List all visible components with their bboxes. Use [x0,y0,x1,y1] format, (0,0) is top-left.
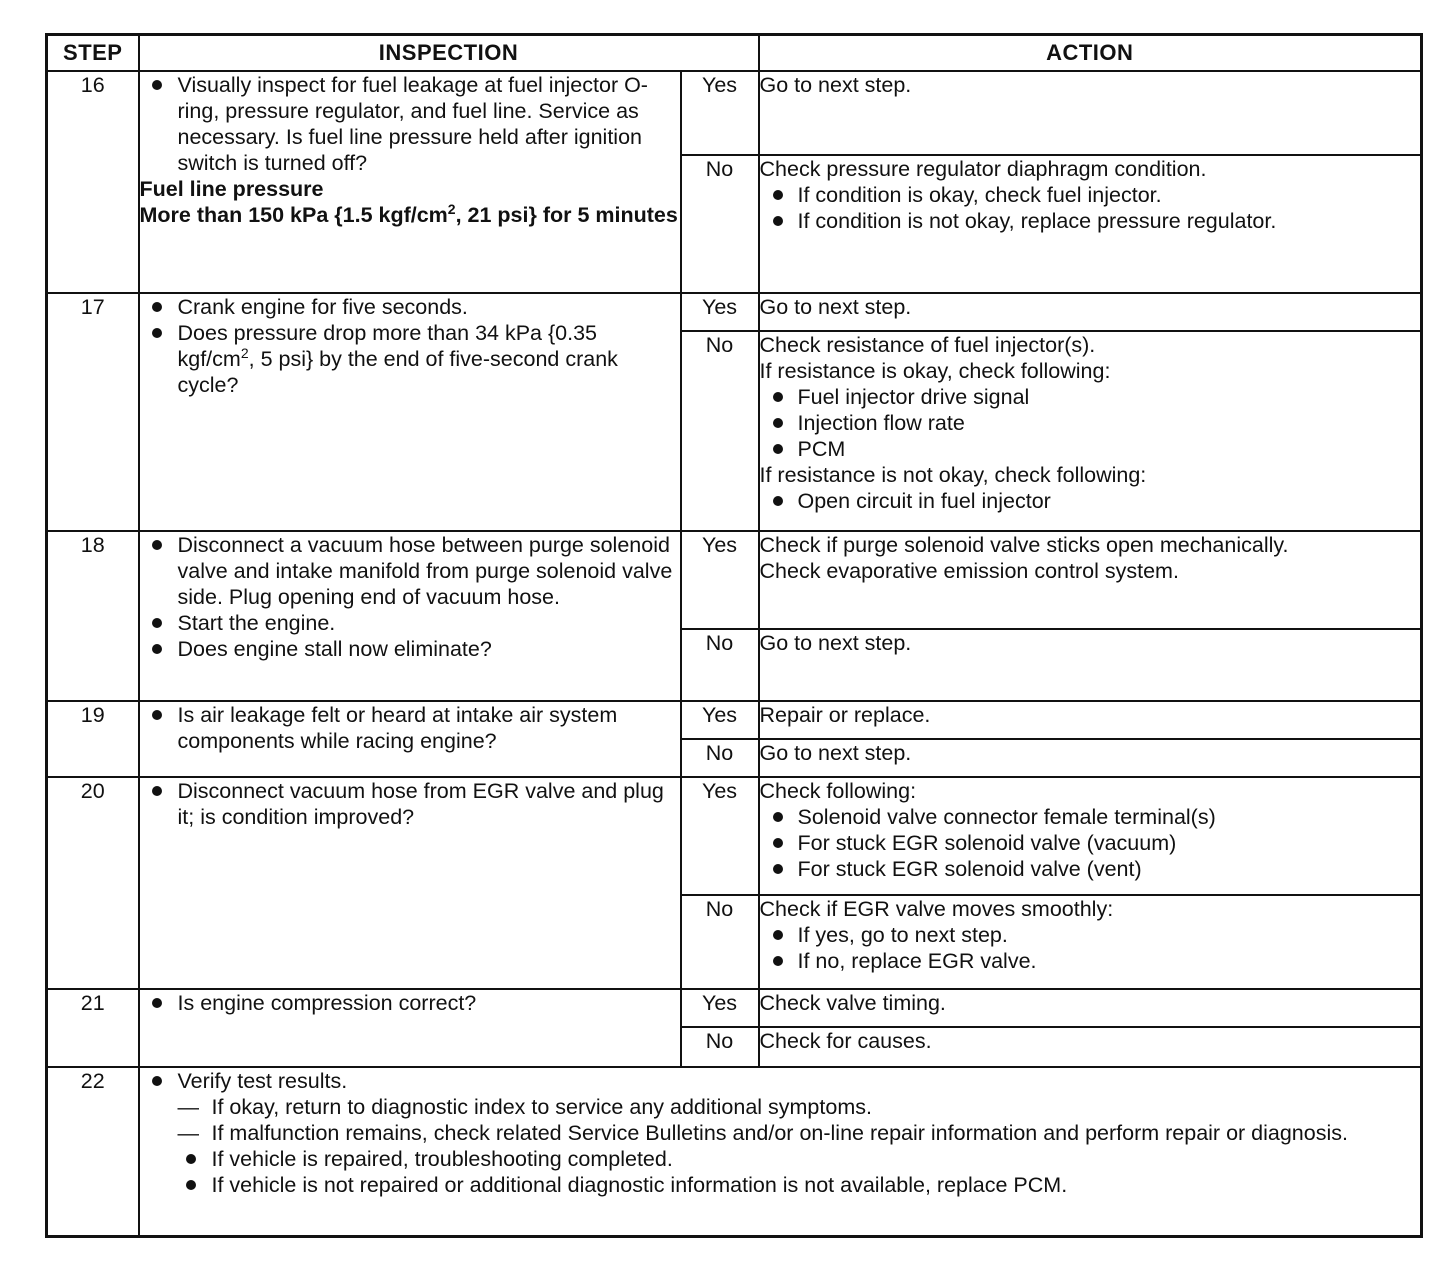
step-number: 21 [47,989,139,1067]
no-action [759,331,1422,531]
dash-item [140,1120,1421,1146]
no-label: No [681,155,759,293]
inspection-bullet: Disconnect vacuum hose from EGR valve and plug it; is condition improved? [140,778,680,830]
yes-label: Yes [681,293,759,331]
action-bullet: For stuck EGR solenoid valve (vacuum) [760,830,1421,856]
yes-label: Yes [681,531,759,629]
step-number: 19 [47,701,139,777]
yes-action [759,777,1422,895]
dash-text: If malfunction remains, check related Service Bulletins and/or on-line repair information and perform repair or diagnosis. [211,1121,1348,1145]
no-action [759,155,1422,293]
yes-label: Yes [681,777,759,895]
inspection-bullet: Does engine stall now eliminate? [140,636,680,662]
header-inspection: INSPECTION [139,35,759,72]
dash-mark: — [177,1095,199,1119]
header-step: STEP [47,35,139,72]
inspection-bullet: Verify test results. [140,1068,1421,1094]
no-label: No [681,739,759,777]
inspection-cell [139,293,681,531]
dash-text: If okay, return to diagnostic index to service any additional symptoms. [211,1095,872,1119]
action-text: Check resistance of fuel injector(s). [759,333,1096,357]
no-action: Go to next step. [759,739,1422,777]
action-text: Check evaporative emission control system. [759,559,1179,583]
inspection-bullet: Disconnect a vacuum hose between purge solenoid valve and intake manifold from purge solenoid valve side. Plug opening end of vacuum hose. [140,532,680,610]
action-text: Check if purge solenoid valve sticks open mechanically. [759,533,1289,557]
no-action [759,895,1422,989]
yes-action: Check valve timing. [759,989,1422,1027]
superscript: 2 [240,345,249,361]
step-number: 17 [47,293,139,531]
sub-bullet: If vehicle is repaired, troubleshooting completed. [140,1146,1421,1172]
yes-action: Repair or replace. [759,701,1422,739]
inspection-bullet: Start the engine. [140,610,680,636]
table-row [47,701,1422,739]
no-label: No [681,1027,759,1067]
inspection-bullet: Is air leakage felt or heard at intake air system components while racing engine? [140,702,680,754]
spec-title: Fuel line pressure [139,177,324,201]
action-text: If resistance is okay, check following: [759,359,1111,383]
action-bullet: If condition is okay, check fuel injector. [760,182,1421,208]
inspection-bullet: Visually inspect for fuel leakage at fuel injector O-ring, pressure regulator, and fuel line. Service as necessary. Is fuel line pressure held after ignition switch is turned off? [140,72,680,176]
dash-mark: — [177,1121,199,1145]
sub-bullet: If vehicle is not repaired or additional diagnostic information is not available, replace PCM. [140,1172,1421,1198]
step-number: 16 [47,71,139,293]
action-text: Check following: [759,779,917,803]
yes-label: Yes [681,989,759,1027]
table-row [47,777,1422,895]
action-bullet: PCM [760,436,1421,462]
step-number: 22 [47,1067,139,1237]
inspection-cell [139,1067,1422,1237]
inspection-cell [139,777,681,989]
inspection-bullet: Crank engine for five seconds. [140,294,680,320]
yes-action: Go to next step. [759,71,1422,155]
table-row [47,71,1422,155]
step-number: 20 [47,777,139,989]
table-row [47,293,1422,331]
yes-action [759,531,1422,629]
header-row [47,35,1422,72]
spec-value-part: More than 150 kPa {1.5 kgf/cm [139,203,448,227]
yes-label: Yes [681,71,759,155]
dash-item [140,1094,1421,1120]
yes-action: Go to next step. [759,293,1422,331]
inspection-cell [139,989,681,1067]
action-bullet: Injection flow rate [760,410,1421,436]
no-label: No [681,331,759,531]
no-label: No [681,629,759,701]
action-bullet: Solenoid valve connector female terminal(s) [760,804,1421,830]
action-text: Check pressure regulator diaphragm condition. [759,157,1207,181]
inspection-cell [139,701,681,777]
inspection-text-part: , 5 psi} by the end of five-second crank cycle? [177,347,618,397]
spec-value [140,202,680,228]
spec-superscript: 2 [447,201,456,217]
action-bullet: If condition is not okay, replace pressure regulator. [760,208,1421,234]
action-text: If resistance is not okay, check following: [759,463,1147,487]
step-number: 18 [47,531,139,701]
inspection-cell [139,531,681,701]
diagnostic-table [45,33,1423,1238]
yes-label: Yes [681,701,759,739]
inspection-cell [139,71,681,293]
action-bullet: If yes, go to next step. [760,922,1421,948]
no-label: No [681,895,759,989]
no-action: Go to next step. [759,629,1422,701]
header-action: ACTION [759,35,1422,72]
action-bullet: Fuel injector drive signal [760,384,1421,410]
inspection-bullet [140,320,680,398]
action-bullet: Open circuit in fuel injector [760,488,1421,514]
table-row [47,1067,1422,1237]
action-text: Check if EGR valve moves smoothly: [759,897,1114,921]
table-row [47,531,1422,629]
spec-value-part: , 21 psi} for 5 minutes [455,203,678,227]
table-row [47,989,1422,1027]
inspection-bullet: Is engine compression correct? [140,990,680,1016]
no-action: Check for causes. [759,1027,1422,1067]
action-bullet: If no, replace EGR valve. [760,948,1421,974]
action-bullet: For stuck EGR solenoid valve (vent) [760,856,1421,882]
inspection-text-part: Does pressure drop more than 34 kPa {0.35 kgf/cm [177,321,598,371]
